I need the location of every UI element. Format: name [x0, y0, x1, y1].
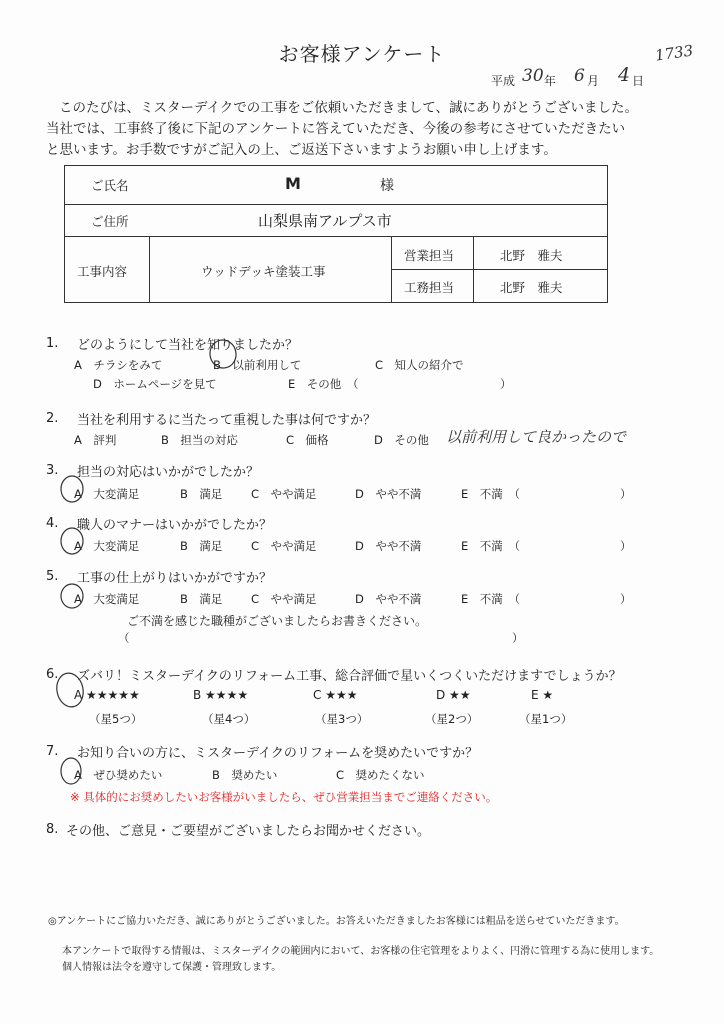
question-number: 1.	[46, 336, 59, 351]
q1-option-d[interactable]: D ホームページを見て	[93, 377, 217, 391]
q7-red-note: ※ 具体的にお奨めしたいお客様がいましたら、ぜひ営業担当までご連絡ください。	[70, 790, 498, 804]
question-text: 担当の対応はいかがでしたか？	[77, 465, 260, 480]
date-day-suffix: 日	[632, 74, 645, 88]
footer-thanks: ◎アンケートにご協力いただき、誠にありがとうございました。お答えいただきましたお客様には粗品を送らせていただきます。	[48, 916, 625, 927]
q6-option-a[interactable]: A ★★★★★	[74, 688, 140, 702]
question-number: 8.	[46, 822, 59, 837]
intro-line: と思います。お手数ですがご記入の上、ご返送下さいますようお願い申し上げます。	[46, 142, 557, 158]
q2-option-c[interactable]: C 価格	[286, 433, 329, 447]
q5-option-b[interactable]: B 満足	[180, 592, 223, 606]
q6-sub-e: （星1つ）	[519, 712, 573, 726]
date-month-suffix: 月	[587, 74, 600, 88]
q5-option-a[interactable]: A 大変満足	[74, 592, 140, 606]
q7-option-c[interactable]: C 奨めたくない	[336, 768, 425, 782]
q5-sub-close: ）	[512, 631, 524, 645]
q4-option-c[interactable]: C やや満足	[251, 539, 317, 553]
work-value: ウッドデッキ塗装工事	[201, 264, 326, 279]
q3-option-a[interactable]: A 大変満足	[74, 487, 140, 501]
question-number: 6.	[46, 667, 59, 682]
question-text: 工事の仕上がりはいかがですか？	[77, 571, 273, 586]
q6-option-e[interactable]: E ★	[531, 688, 554, 702]
date-era: 平成	[491, 74, 516, 88]
question-number: 2.	[46, 411, 59, 426]
q1-option-e[interactable]: E その他 （	[288, 377, 359, 391]
q1-option-e-close: ）	[500, 377, 512, 391]
q3-option-c[interactable]: C やや満足	[251, 487, 317, 501]
q4-option-b[interactable]: B 満足	[180, 539, 223, 553]
q4-option-d[interactable]: D やや不満	[355, 539, 422, 553]
footer-privacy-1: 本アンケートで取得する情報は、ミスターデイクの範囲内において、お客様の住宅管理をよりよく、円滑に管理する為に使用します。	[62, 946, 660, 957]
footer-privacy-2: 個人情報は法令を遵守して保護・管理致します。	[62, 962, 282, 973]
q5-option-c[interactable]: C やや満足	[251, 592, 317, 606]
q6-option-b[interactable]: B ★★★★	[193, 688, 249, 702]
work-label: 工事内容	[77, 264, 128, 279]
question-number: 3.	[46, 463, 59, 478]
question-text: どのようにして当社を知りましたか？	[77, 338, 299, 353]
question-text: ズバリ！ミスターデイクのリフォーム工事、総合評価で星いくつくいただけますでしょうか？	[77, 669, 622, 684]
question-text: 職人のマナーはいかがでしたか？	[77, 518, 273, 533]
q6-option-c[interactable]: C ★★★	[313, 688, 358, 702]
sales-value: 北野 雅夫	[500, 248, 563, 263]
engineer-value: 北野 雅夫	[500, 280, 563, 295]
name-label: ご氏名	[91, 178, 129, 193]
q7-option-b[interactable]: B 奨めたい	[212, 768, 278, 782]
engineer-label: 工務担当	[404, 280, 455, 295]
question-text: お知り合いの方に、ミスターデイクのリフォームを奨めたいですか？	[77, 746, 479, 761]
q5-sub-question: ご不満を感じた職種がございましたらお書きください。	[127, 614, 428, 628]
q1-option-a[interactable]: A チラシをみて	[74, 358, 163, 372]
q5-option-e[interactable]: E 不満 （	[461, 592, 521, 606]
date-month: 6	[574, 66, 585, 86]
q6-option-d[interactable]: D ★★	[436, 688, 471, 702]
q3-option-d[interactable]: D やや不満	[355, 487, 422, 501]
question-number: 7.	[46, 744, 59, 759]
intro-paragraph	[46, 98, 638, 161]
q3-option-e[interactable]: E 不満 （	[461, 487, 521, 501]
intro-line: このたびは、ミスターデイクでの工事をご依頼いただきまして、誠にありがとうございました。	[59, 100, 639, 116]
q2-option-a[interactable]: A 評判	[74, 433, 117, 447]
q4-option-a[interactable]: A 大変満足	[74, 539, 140, 553]
serial-number-handwritten: 1733	[653, 41, 695, 65]
name-value: M	[285, 174, 301, 193]
q7-option-a[interactable]: A ぜひ奨めたい	[74, 768, 163, 782]
date-year: 30	[522, 66, 544, 86]
address-label: ご住所	[91, 214, 129, 229]
q2-other-handwritten: 以前利用して良かったので	[446, 428, 627, 446]
q5-option-e-close: ）	[620, 592, 632, 606]
q6-sub-a: （星5つ）	[89, 712, 143, 726]
q1-option-c[interactable]: C 知人の紹介で	[375, 358, 464, 372]
question-number: 4.	[46, 516, 59, 531]
question-text: その他、ご意見・ご要望がございましたらお聞かせください。	[66, 824, 431, 839]
q1-option-b[interactable]: B 以前利用して	[213, 358, 302, 372]
question-number: 5.	[46, 569, 59, 584]
question-text: 当社を利用するに当たって重視した事は何ですか？	[77, 413, 377, 428]
date-day: 4	[618, 64, 631, 86]
q6-sub-c: （星3つ）	[315, 712, 369, 726]
q5-sub-open: （	[118, 631, 130, 645]
q2-option-d[interactable]: D その他	[374, 433, 429, 447]
page-title: お客様アンケート	[278, 42, 446, 66]
sales-label: 営業担当	[404, 248, 455, 263]
address-value: 山梨県南アルプス市	[258, 212, 392, 230]
date-year-suffix: 年	[544, 74, 557, 88]
intro-line: 当社では、工事終了後に下記のアンケートに答えていただき、今後の参考にさせていただきたい	[46, 121, 626, 137]
q4-option-e-close: ）	[620, 539, 632, 553]
q4-option-e[interactable]: E 不満 （	[461, 539, 521, 553]
q3-option-e-close: ）	[620, 487, 632, 501]
customer-info-table	[64, 165, 608, 303]
name-suffix: 様	[380, 178, 394, 194]
q5-option-d[interactable]: D やや不満	[355, 592, 422, 606]
q3-option-b[interactable]: B 満足	[180, 487, 223, 501]
q6-sub-d: （星2つ）	[425, 712, 479, 726]
q6-sub-b: （星4つ）	[202, 712, 256, 726]
q2-option-b[interactable]: B 担当の対応	[161, 433, 238, 447]
